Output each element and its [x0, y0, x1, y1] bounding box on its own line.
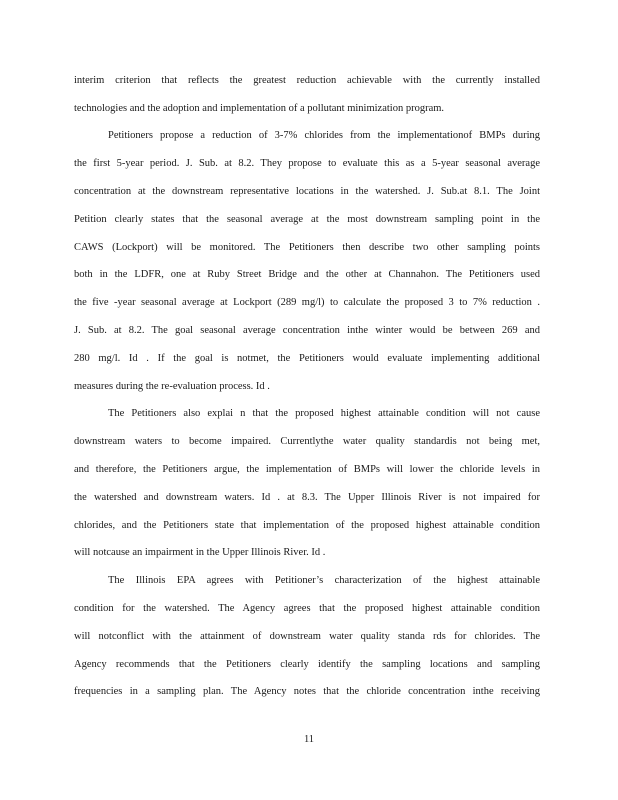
text-line-9: the five -year seasonal average at Lockport (289 mg/l) to calculate the proposed 3 to 7% reduction .: [74, 297, 540, 308]
text-line-21: will notconflict with the attainment of downstream water quality standa rds for chlorides. The: [74, 631, 540, 642]
text-line-6: Petition clearly states that the seasonal average at the most downstream sampling point in the: [74, 214, 540, 225]
text-line-4: the first 5-year period. J. Sub. at 8.2. They propose to evaluate this as a 5-year seasonal average: [74, 158, 540, 169]
text-line-23: frequencies in a sampling plan. The Agency notes that the chloride concentration inthe receiving: [74, 686, 540, 697]
text-line-17: chlorides, and the Petitioners state that implementation of the proposed highest attainable condition: [74, 520, 540, 531]
text-line-15: and therefore, the Petitioners argue, the implementation of BMPs will lower the chloride levels in: [74, 464, 540, 475]
text-line-16: the watershed and downstream waters. Id . at 8.3. The Upper Illinois River is not impaired for: [74, 492, 540, 503]
text-line-7: CAWS (Lockport) will be monitored. The Petitioners then describe two other sampling points: [74, 242, 540, 253]
text-line-18: will notcause an impairment in the Upper Illinois River. Id .: [74, 547, 326, 558]
text-line-2: technologies and the adoption and implementation of a pollutant minimization program.: [74, 103, 445, 114]
text-line-11: 280 mg/l. Id . If the goal is notmet, the Petitioners would evaluate implementing additional: [74, 353, 540, 364]
text-line-12: measures during the re-evaluation process. Id .: [74, 381, 270, 392]
text-line-3: Petitioners propose a reduction of 3-7% chlorides from the implementationof BMPs during: [108, 130, 540, 141]
text-line-13: The Petitioners also explai n that the proposed highest attainable condition will not cause: [108, 408, 540, 419]
text-line-1: interim criterion that reflects the greatest reduction achievable with the currently installed: [74, 75, 540, 86]
text-line-10: J. Sub. at 8.2. The goal seasonal average concentration inthe winter would be between 269 and: [74, 325, 540, 336]
text-line-14: downstream waters to become impaired. Currentlythe water quality standardis not being met,: [74, 436, 540, 447]
text-line-19: The Illinois EPA agrees with Petitioner’s characterization of the highest attainable: [108, 575, 540, 586]
text-line-20: condition for the watershed. The Agency agrees that the proposed highest attainable condition: [74, 603, 540, 614]
page-number: 11: [303, 734, 315, 745]
text-line-8: both in the LDFR, one at Ruby Street Bridge and the other at Channahon. The Petitioners used: [74, 269, 540, 280]
text-line-5: concentration at the downstream representative locations in the watershed. J. Sub.at 8.1. The Joint: [74, 186, 540, 197]
text-line-22: Agency recommends that the Petitioners clearly identify the sampling locations and sampling: [74, 659, 540, 670]
